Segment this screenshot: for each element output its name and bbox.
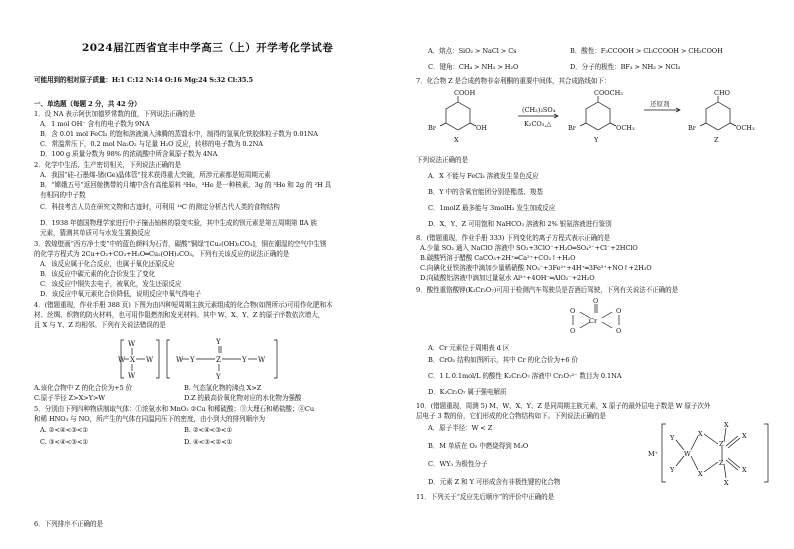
- q7-option-c: C．1molZ 最多能与 3molH₂ 发生加成反应: [428, 204, 556, 212]
- q10-y-1: Y: [670, 434, 675, 442]
- section-heading: 一、单选题（每题 2 分，共 42 分）: [34, 100, 141, 108]
- q4-w6: W: [176, 356, 184, 364]
- q6-option-c: C．键角：CH₄ > NH₃ > H₂O: [428, 63, 519, 71]
- q10-x-5: X: [724, 421, 729, 429]
- q4-w3: W: [118, 356, 126, 364]
- q5-option-b: B. ②<④<③<①: [184, 426, 233, 434]
- q8-option-a: A.少量 SO₂ 通入 NaClO 溶液中 SO₂+3ClO⁻+H₂O═SO₄²⁻+Cl⁻+2HClO: [420, 244, 638, 252]
- question-7: 7．化合物 Z 是合成药物非奈利酮的重要中间体，其合成路线如下：: [416, 77, 611, 85]
- question-8: 8．(错题重现，作业手册 333) 下列变化的离子方程式表示正确的是: [416, 234, 611, 242]
- q8-option-d: D.向硫酸铝溶液中滴加过量氨水 Al³⁺+4OH⁻═AlO₂⁻+2H₂O: [420, 274, 595, 282]
- question-1: 1．设 NA 表示阿伏加德罗常数的值，下列说法正确的是: [34, 110, 196, 118]
- q1-option-b: B．含 0.01 mol FeCl₃ 的饱和溶液滴入沸腾的蒸馏水中，制得的氢氧化铁胶体粒子数为 0.01NA: [40, 130, 318, 138]
- q4-z: Z: [216, 356, 221, 364]
- q8-option-c: C.向碘化亚铁溶液中滴加少量稀硝酸 NO₃⁻+3Fe²⁺+4H⁺═3Fe³⁺+NO↑+2H₂O: [420, 264, 652, 272]
- question-2: 2．化学中生活、生产密切相关，下列说法正确的是: [34, 161, 181, 169]
- q1-option-c: C．常温常压下，0.2 mol Na₂O₂ 与足量 H₂O 反应，转移的电子数为 0.2NA: [40, 140, 263, 148]
- q2-option-b-cont: 有相同的中子数: [40, 191, 86, 199]
- y-cooch3: COOCH₃: [594, 89, 623, 97]
- q10-option-d: D．元素 Z 和 Y 可形成含有非极性键的化合物: [428, 478, 561, 486]
- q4-w4: W: [146, 356, 154, 364]
- q2-option-c: C．科技考古人员在研究文物和古迹时，可利用 ¹⁴C 的测定分析古代人类的食物结构: [40, 203, 280, 211]
- q4-x: X: [130, 356, 135, 364]
- z-och3: OCH₃: [736, 124, 755, 132]
- q3-option-a: A．该反应属于化合反应，也属于氧化还原反应: [40, 260, 175, 268]
- question-4: 4．(错题重现，作业手册 388 页) 下图为由四种短周期主族元素组成的化合物(如图所示)可用作化肥和木: [34, 301, 333, 309]
- question-9: 9．酸性重铬酸钾(K₂Cr₂O₇)可用于检测汽车驾驶员是否酒后驾驶，下列有关说法不正确的是: [416, 286, 679, 294]
- z-br: Br: [688, 124, 696, 132]
- x-cooh: COOH: [454, 89, 476, 97]
- q6-option-b: B．酸性：F₃CCOOH > Cl₃CCOOH > CH₃COOH: [570, 47, 723, 55]
- label-z: Z: [714, 136, 719, 144]
- q10-m-plus: M⁺: [648, 450, 659, 458]
- q7-option-a: A．X 不能与 FeCl₃ 溶液发生显色反应: [428, 172, 539, 180]
- cro5-o-1: O: [570, 307, 576, 315]
- q4-y4: Y: [216, 373, 221, 380]
- q4-option-b: B. 气态氢化物的沸点 X>Z: [184, 384, 262, 392]
- reagent-reductant: 还原剂: [650, 100, 670, 108]
- q10-x-2: X: [698, 470, 703, 478]
- q4-y3: Y: [216, 338, 221, 346]
- q10-z-2: Z: [719, 459, 724, 467]
- q10-x-3: X: [742, 432, 747, 440]
- q10-z-1: Z: [719, 440, 724, 448]
- question-10: 10．(错题重现，周测 5) M、W、X、Y、Z 是同周期主族元素，X 原子的最外层电子数是 W 原子次外: [416, 402, 711, 410]
- question-6: 6．下列排序不正确的是: [34, 520, 104, 528]
- q4-option-c: C.原子半径 Z>X>Y>W: [34, 394, 105, 402]
- cro5-o-2: O: [570, 327, 576, 335]
- q4-structure-diagram: [118, 338, 288, 380]
- q10-option-c: C．WY₃ 为极性分子: [428, 460, 488, 468]
- question-11: 11．下列关于“反应先后顺序”的评价中正确的是: [416, 493, 555, 501]
- question-3: 3．敦煌壁画“西方净土变”中的蓝色颜料为石青，碳酸“铜绿”[Cu₂(OH)₂CO₃]，铜在潮湿的空气中生锈: [34, 240, 327, 248]
- q3-option-d: D．该反应中氧元素化合价降低，说明反应中氧气得电子: [40, 290, 202, 298]
- q1-option-d: D．100 g 质量分数为 98% 的浓硫酸中所含氧原子数为 4NA: [40, 150, 218, 158]
- q10-x-6: X: [724, 479, 729, 487]
- q7-option-d: D．X、Y、Z 可用饱和 NaHCO₃ 溶液和 2% 银氨溶液进行鉴别: [428, 220, 612, 228]
- q4-w5: W: [258, 356, 266, 364]
- cro5-cr: Cr: [589, 317, 598, 325]
- question-5: 5．分别由下列四种物质制取气体：①浓氨水和 MnO₂ ②Cu 和稀硫酸；③大理石和稀盐酸；④Cu: [34, 405, 315, 413]
- q10-w: W: [684, 450, 691, 458]
- x-br: Br: [428, 124, 436, 132]
- q5-option-a: A. ②<④<③<①: [40, 426, 89, 434]
- q7-stem: 下列说法正确的是: [416, 156, 468, 164]
- q7-reaction-scheme: [418, 88, 758, 144]
- q9-cro5-structure: [560, 296, 630, 340]
- atomic-masses: 可能用到的相对原子质量：H:1 C:12 N:14 O:16 Mg:24 S:32 Cl:35.5: [34, 76, 254, 84]
- q9-option-c: C．1 L 0.1mol/L 的酸性 K₂Cr₂O₇ 溶液中 Cr₂O₇²⁻ 数目为 0.1NA: [428, 372, 622, 380]
- q5-option-c: C. ③<④<③<①: [40, 438, 89, 446]
- question-4-cont1: 材、丝绸、织物的防火材料，也可用作阻燃剂和发光材料。其中 W、X、Y、Z 的原子序数依次增大，: [34, 311, 325, 319]
- y-och3: OCH₃: [616, 124, 635, 132]
- question-10-cont: 层电子 3 数的倍，它们形成的化合物结构如下。下列说法正确的是: [416, 412, 606, 420]
- cro5-o-3: O: [616, 307, 622, 315]
- q8-option-b: B.碳酸钙溶于醋酸 CaCO₃+2H⁺═Ca²⁺+CO₂↑+H₂O: [420, 254, 576, 262]
- q4-option-d: D.Z 的最高价氧化物对应的水化物为强酸: [184, 394, 302, 402]
- q10-x-1: X: [698, 430, 703, 438]
- q6-option-a: A．熔点：SiO₂ > NaCl > Cs: [428, 47, 517, 55]
- q10-y-2: Y: [670, 466, 675, 474]
- q5-option-d: D. ④<③<②<①: [184, 438, 233, 446]
- exam-title: 2024届江西省宜丰中学高三（上）开学考化学试卷: [82, 42, 334, 54]
- q6-option-d: D．分子的极性：BF₃ > NH₃ > NCl₃: [570, 63, 681, 71]
- q9-option-b: B．CrO₅ 结构如图所示，其中 Cr 的化合价为+6 价: [428, 356, 578, 364]
- q10-x-4: X: [742, 466, 747, 474]
- label-x: X: [454, 136, 459, 144]
- q9-option-a: A．Cr 元素位于周期表 d 区: [428, 344, 510, 352]
- q4-y1: Y: [190, 356, 195, 364]
- z-cho: CHO: [714, 89, 730, 97]
- q2-option-a: A．我国“硅-石墨烯-锗(Ge)晶体管”技术获得重大突破，所涉元素都是短周期元素: [40, 171, 271, 179]
- label-y: Y: [594, 136, 599, 144]
- reagent-k2co3: K₂CO₃,△: [524, 120, 552, 128]
- q2-option-b: B．“嫦娥五号”返回舱携带的月壤中含有高能原料 ³He，³He 是一种核素，3g 的 ³He 和 2g 的 ²H 具: [40, 181, 332, 189]
- q3-option-c: C．该反应中铜失去电子，被氧化，发生还原反应: [40, 280, 182, 288]
- q4-w1: W: [128, 340, 136, 348]
- cro5-o-top: O: [593, 297, 599, 305]
- question-5-cont: 和稀 HNO₃ 与 NO，所产生的气体在同温同压下的密度，由小到大的排列顺序为: [34, 415, 265, 423]
- q2-option-d: D．1938 年德国物理学家进行中子撞击铀核的裂变实验，其中生成的钡元素是第五周期第 ⅡA 族: [40, 219, 317, 227]
- q10-option-a: A．原子半径：W < Z: [428, 424, 493, 432]
- q3-option-b: B．该反应中碳元素的化合价发生了变化: [40, 270, 156, 278]
- q7-option-b: B．Y 中的含氧官能团分别是酯基、羧基: [428, 188, 543, 196]
- question-3-cont: 的化学方程式为 2Cu+O₂+CO₂+H₂O═Cu₂(OH)₂CO₃。下列有关该反应的说法正确的是: [34, 250, 290, 258]
- y-br: Br: [568, 124, 576, 132]
- cro5-o-4: O: [616, 327, 622, 335]
- q4-w2: W: [128, 372, 136, 380]
- reagent-dimethyl-sulfate: (CH₃)₂SO₄: [522, 106, 556, 114]
- q4-option-a: A.该化合物中 Z 的化合价为+5 价: [34, 384, 133, 392]
- q2-option-d-cont: 元素，猜测其单质可与水发生置换反应: [40, 229, 151, 237]
- q9-option-d: D．K₂Cr₂O₇ 属于强电解质: [428, 388, 507, 396]
- x-oh: OH: [476, 124, 487, 132]
- q1-option-a: A．1 mol OH⁻ 含有的电子数为 9NA: [40, 120, 150, 128]
- q10-structure-diagram: [646, 420, 774, 488]
- q4-y2: Y: [242, 356, 247, 364]
- question-4-cont2: 且 X 与 Y、Z 均相邻。下列有关说法错误的是: [34, 321, 166, 329]
- q10-option-b: B．M 单质在 O₂ 中燃烧得到 M₂O: [428, 442, 529, 450]
